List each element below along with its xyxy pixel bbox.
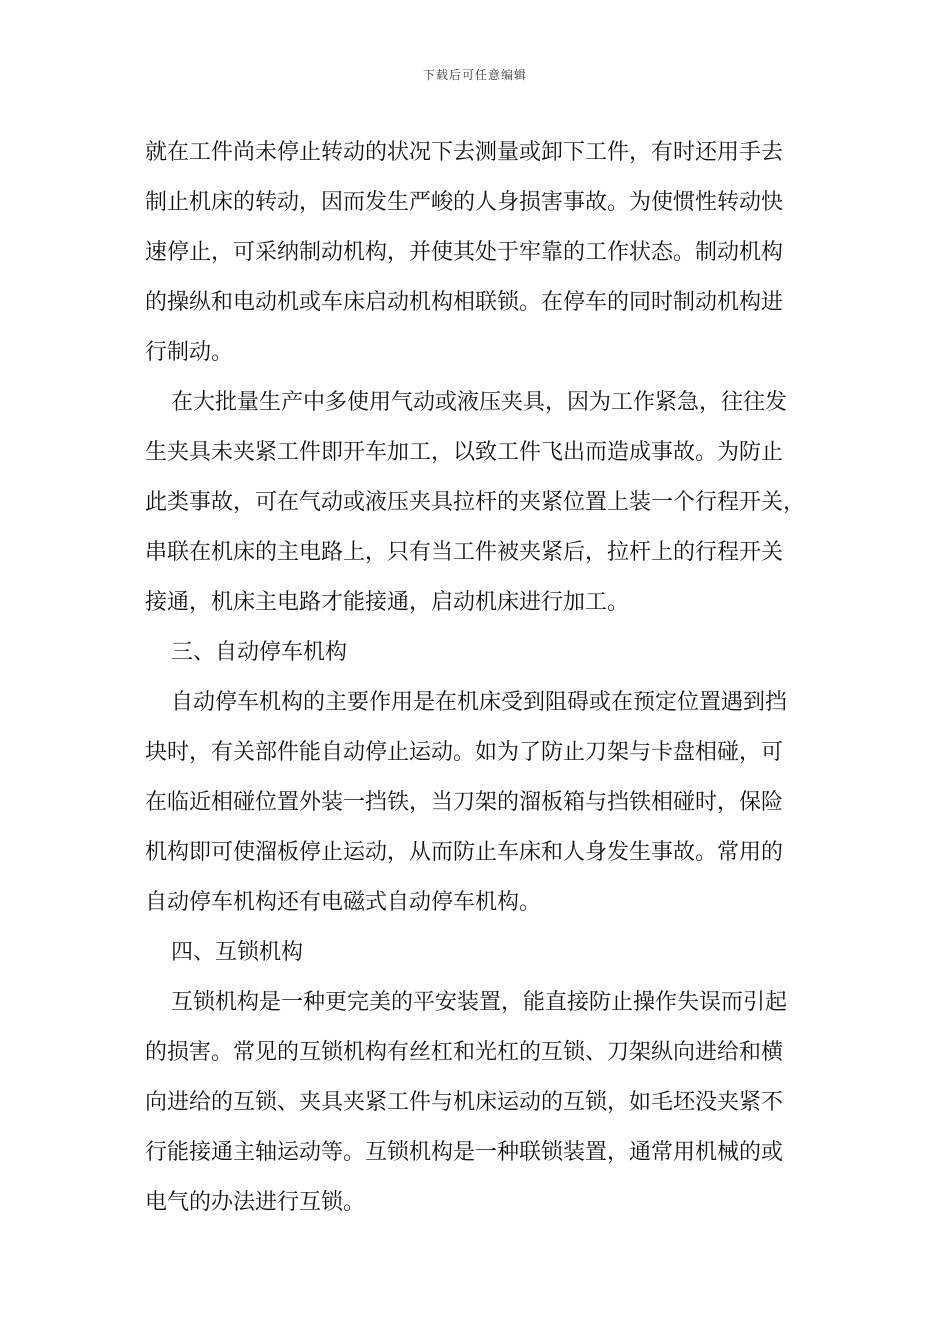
paragraph-start-line: 自动停车机构的主要作用是在机床受到阻碍或在预定位置遇到挡 xyxy=(171,690,788,715)
body-line: 此类事故，可在气动或液压夹具拉杆的夹紧位置上装一个行程开关， xyxy=(145,490,806,515)
body-line: 接通，机床主电路才能接通，启动机床进行加工。 xyxy=(145,590,630,615)
document-body xyxy=(145,128,820,1228)
body-line: 机构即可使溜板停止运动，从而防止车床和人身发生事故。常用的 xyxy=(145,840,784,865)
paragraph-start-line: 互锁机构是一种更完美的平安装置，能直接防止操作失误而引起 xyxy=(171,990,788,1015)
body-line: 就在工件尚未停止转动的状况下去测量或卸下工件，有时还用手去 xyxy=(145,140,784,165)
body-line: 速停止，可采纳制动机构，并使其处于牢靠的工作状态。制动机构 xyxy=(145,240,784,265)
body-line: 的损害。常见的互锁机构有丝杠和光杠的互锁、刀架纵向进给和横 xyxy=(145,1040,784,1065)
paragraph-start-line: 在大批量生产中多使用气动或液压夹具，因为工作紧急，往往发 xyxy=(171,390,788,415)
page-header-note: 下载后可任意编辑 xyxy=(422,68,527,82)
body-line: 行制动。 xyxy=(145,340,234,365)
body-line: 制止机床的转动，因而发生严峻的人身损害事故。为使惯性转动快 xyxy=(145,190,784,215)
section-heading-auto-stop: 三、自动停车机构 xyxy=(171,640,348,665)
body-line: 自动停车机构还有电磁式自动停车机构。 xyxy=(145,890,542,915)
body-line: 串联在机床的主电路上，只有当工件被夹紧后，拉杆上的行程开关 xyxy=(145,540,784,565)
body-line: 的操纵和电动机或车床启动机构相联锁。在停车的同时制动机构进 xyxy=(145,290,784,315)
body-line: 生夹具未夹紧工件即开车加工，以致工件飞出而造成事故。为防止 xyxy=(145,440,784,465)
section-heading-interlock: 四、互锁机构 xyxy=(171,940,304,965)
body-line: 块时，有关部件能自动停止运动。如为了防止刀架与卡盘相碰，可 xyxy=(145,740,784,765)
body-line: 行能接通主轴运动等。互锁机构是一种联锁装置，通常用机械的或 xyxy=(145,1140,784,1165)
body-line: 电气的办法进行互锁。 xyxy=(145,1190,366,1215)
body-line: 在临近相碰位置外装一挡铁，当刀架的溜板箱与挡铁相碰时，保险 xyxy=(145,790,784,815)
body-line: 向进给的互锁、夹具夹紧工件与机床运动的互锁，如毛坯没夹紧不 xyxy=(145,1090,784,1115)
